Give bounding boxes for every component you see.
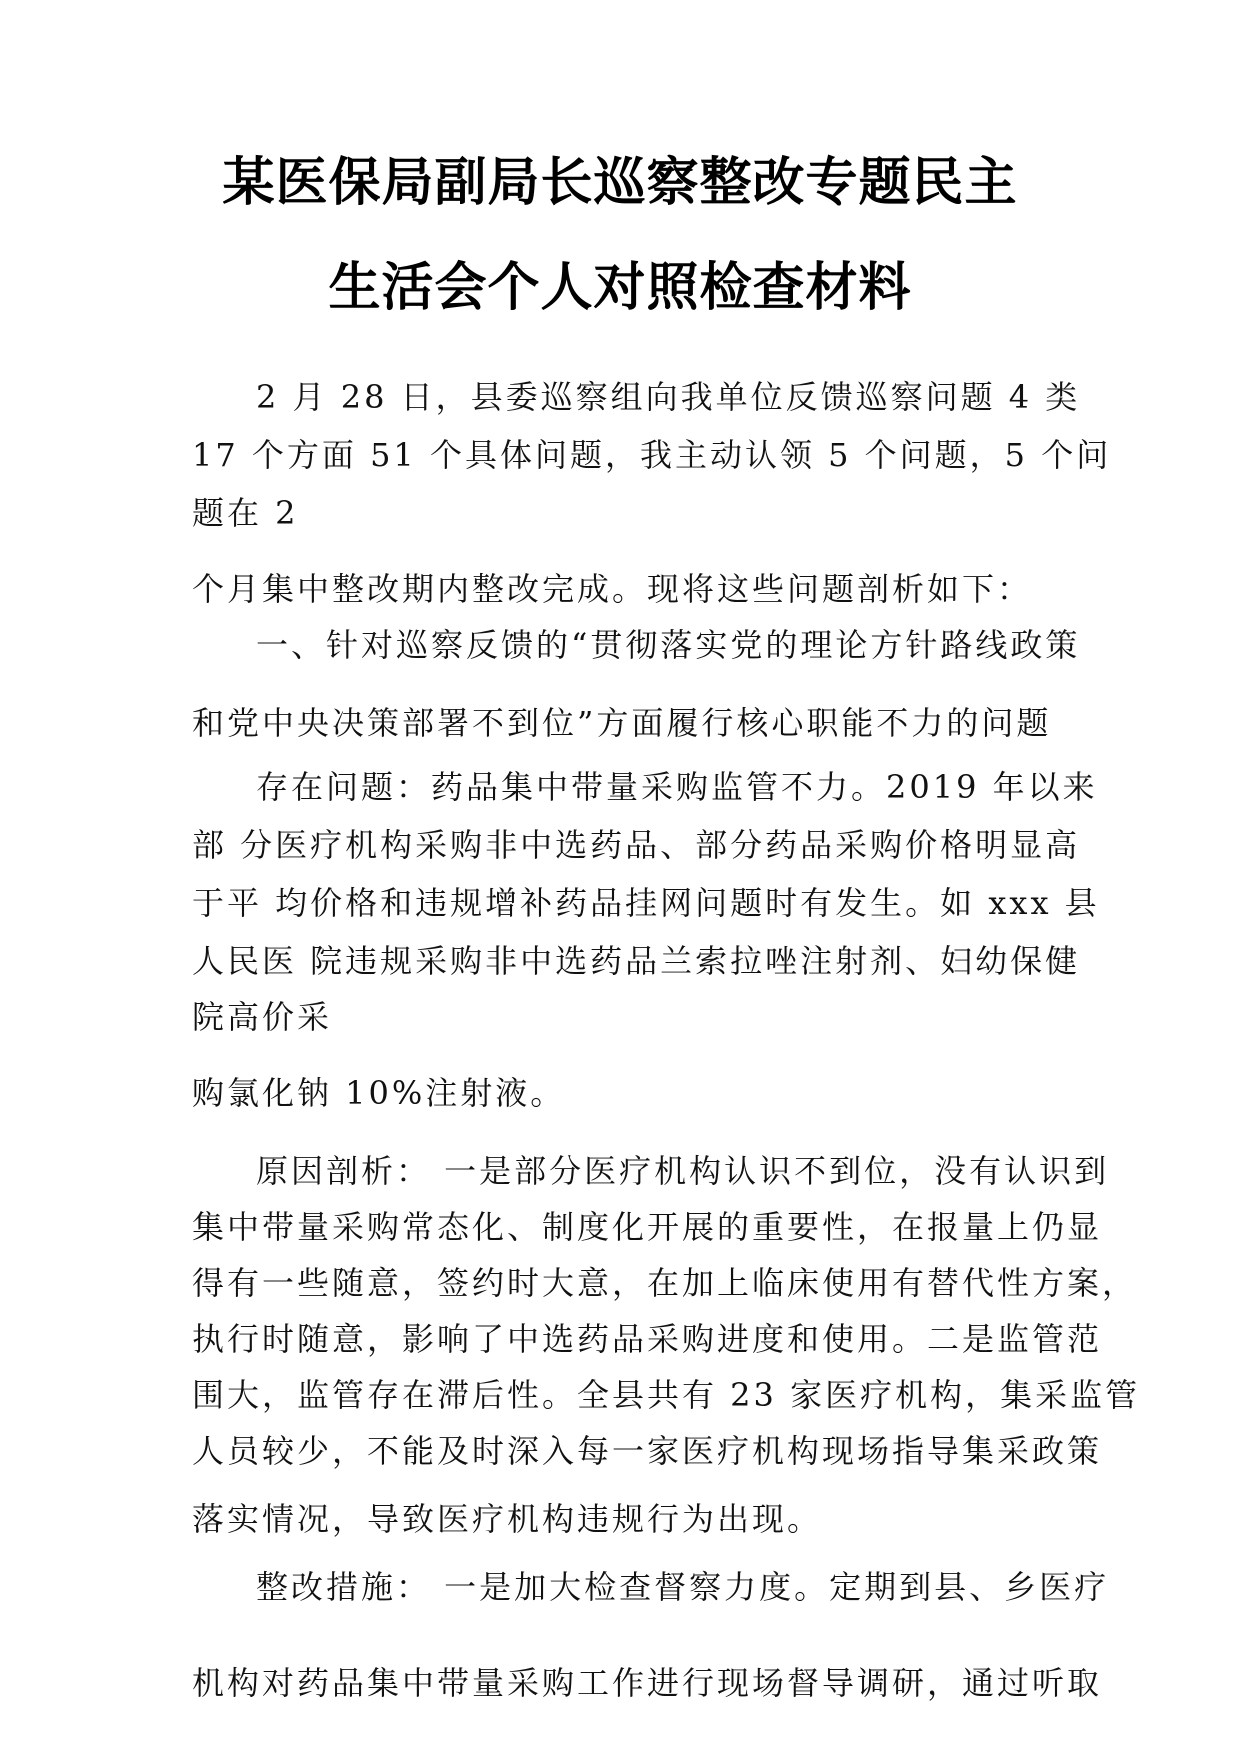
paragraph-line: 部 分医疗机构采购非中选药品、部分药品采购价格明显高 <box>192 826 1081 864</box>
document-title-line-2: 生活会个人对照检查材料 <box>328 258 912 318</box>
paragraph-line: 原因剖析： 一是部分医疗机构认识不到位，没有认识到 <box>256 1152 1110 1190</box>
paragraph-line: 2 月 28 日，县委巡察组向我单位反馈巡察问题 4 类 <box>256 378 1081 416</box>
paragraph-line: 得有一些随意，签约时大意，在加上临床使用有替代性方案， <box>192 1264 1138 1302</box>
paragraph-line: 机构对药品集中带量采购工作进行现场督导调研，通过听取 <box>192 1664 1103 1702</box>
paragraph-line: 人员较少，不能及时深入每一家医疗机构现场指导集采政策 <box>192 1432 1103 1470</box>
paragraph-line: 购氯化钠 10%注射液。 <box>192 1074 566 1112</box>
paragraph-line: 围大，监管存在滞后性。全县共有 23 家医疗机构，集采监管 <box>192 1376 1141 1414</box>
paragraph-line: 题在 2 <box>192 494 299 532</box>
paragraph-line: 整改措施： 一是加大检查督察力度。定期到县、乡医疗 <box>256 1568 1110 1606</box>
section-heading-line: 和党中央决策部署不到位”方面履行核心职能不力的问题 <box>192 704 1052 742</box>
paragraph-line: 院高价采 <box>192 998 333 1036</box>
paragraph-line: 集中带量采购常态化、制度化开展的重要性，在报量上仍显 <box>192 1208 1103 1246</box>
section-heading-line: 一、针对巡察反馈的“贯彻落实党的理论方针路线政策 <box>256 626 1081 664</box>
paragraph-line: 17 个方面 51 个具体问题，我主动认领 5 个问题，5 个问 <box>192 436 1112 474</box>
paragraph-line: 于平 均价格和违规增补药品挂网问题时有发生。如 xxx 县 <box>192 884 1100 922</box>
paragraph-line: 执行时随意，影响了中选药品采购进度和使用。二是监管范 <box>192 1320 1103 1358</box>
paragraph-line: 人民医 院违规采购非中选药品兰索拉唑注射剂、妇幼保健 <box>192 942 1081 980</box>
paragraph-line: 落实情况，导致医疗机构违规行为出现。 <box>192 1500 823 1538</box>
paragraph-line: 个月集中整改期内整改完成。现将这些问题剖析如下： <box>192 570 1033 608</box>
paragraph-line: 存在问题：药品集中带量采购监管不力。2019 年以来 <box>256 768 1098 806</box>
document-title-line-1: 某医保局副局长巡察整改专题民主 <box>222 153 1018 213</box>
